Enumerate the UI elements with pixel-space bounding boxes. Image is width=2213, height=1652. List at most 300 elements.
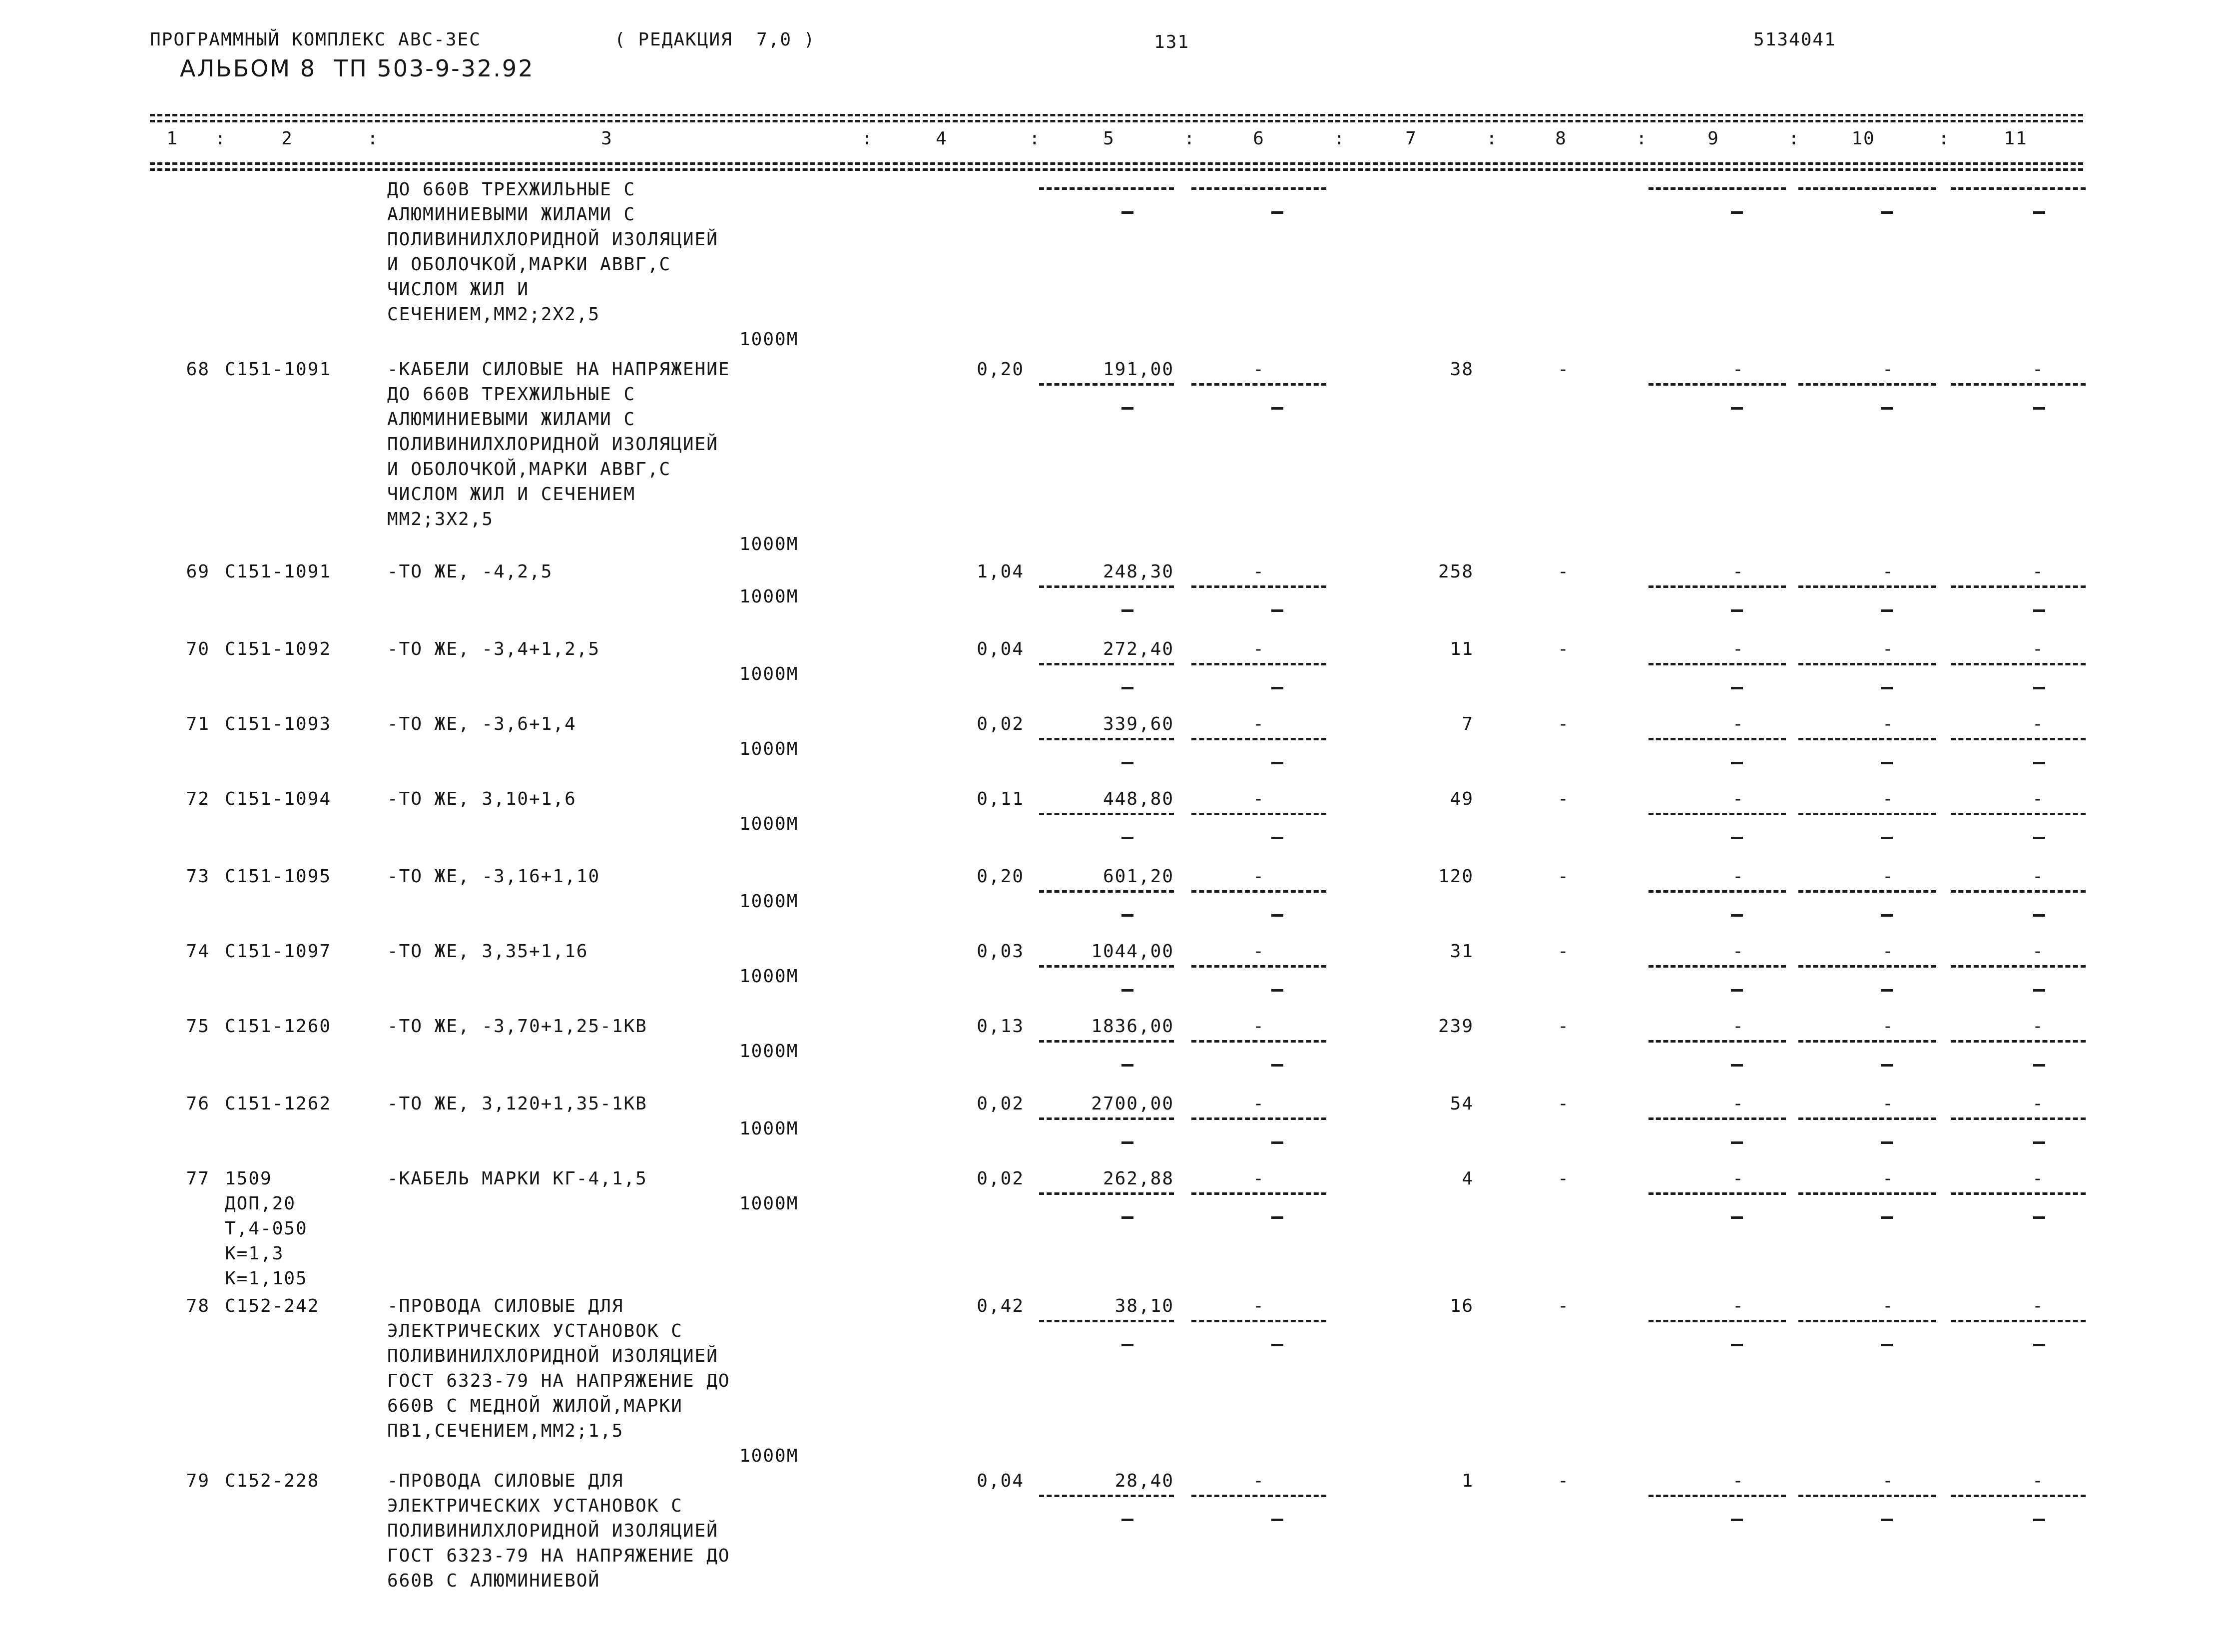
col9-value: - (1732, 789, 1744, 809)
empty-value-dash (2033, 1519, 2045, 1521)
empty-value-dash (1731, 1064, 1743, 1067)
row-code: 1509 ДОП,20 Т,4-050 К=1,3 К=1,105 (225, 1168, 308, 1289)
col4-value: 0,04 (977, 639, 1024, 659)
cell-divider (1191, 383, 1326, 386)
page-number: 131 (1154, 32, 1190, 52)
col6-value: - (1253, 1016, 1265, 1037)
cell-divider (1039, 585, 1174, 588)
album-label: АЛЬБОМ 8 ТП 503-9-32.92 (180, 55, 535, 82)
col10-value: - (1882, 1471, 1894, 1491)
row-description: -КАБЕЛЬ МАРКИ КГ-4,1,5 (387, 1168, 647, 1189)
row-description: -КАБЕЛИ СИЛОВЫЕ НА НАПРЯЖЕНИЕ ДО 660В ТРЕХЖИЛЬНЫЕ С АЛЮМИНИЕВЫМИ ЖИЛАМИ С ПОЛИВИНИЛХЛОРИДНОЙ ИЗОЛЯЦИЕЙ И ОБОЛОЧКОЙ,МАРКИ АВВГ,С ЧИСЛОМ ЖИЛ И СЕЧЕНИЕМ ММ2;3Х2,5 (387, 359, 730, 530)
row-code: С151-1260 (225, 1016, 332, 1037)
row-number: 75 (186, 1016, 210, 1037)
col5-value: 272,40 (1103, 639, 1174, 659)
row-description: -ПРОВОДА СИЛОВЫЕ ДЛЯ ЭЛЕКТРИЧЕСКИХ УСТАНОВОК С ПОЛИВИНИЛХЛОРИДНОЙ ИЗОЛЯЦИЕЙ ГОСТ 6323-79 НА НАПРЯЖЕНИЕ ДО 660В С МЕДНОЙ ЖИЛОЙ,МАРКИ ПВ1,СЕЧЕНИЕМ,ММ2;1,5 (387, 1296, 730, 1441)
cell-divider (1191, 738, 1326, 740)
col5-value: 448,80 (1103, 789, 1174, 809)
col6-value: - (1253, 1094, 1265, 1114)
cell-divider (1649, 1192, 1786, 1195)
col8-value: - (1558, 1094, 1570, 1114)
empty-value-dash (1121, 407, 1133, 410)
row-description: -ПРОВОДА СИЛОВЫЕ ДЛЯ ЭЛЕКТРИЧЕСКИХ УСТАНОВОК С ПОЛИВИНИЛХЛОРИДНОЙ ИЗОЛЯЦИЕЙ ГОСТ 6323-79 НА НАПРЯЖЕНИЕ ДО 660В С АЛЮМИНИЕВОЙ (387, 1471, 730, 1591)
cell-divider (1039, 890, 1174, 893)
col11-value: - (2032, 1168, 2044, 1189)
row-number: 78 (186, 1296, 210, 1316)
col4-value: 0,42 (977, 1296, 1024, 1316)
col6-value: - (1253, 561, 1265, 582)
row-description: -ТО ЖЕ, -4,2,5 (387, 561, 553, 582)
cell-divider (1649, 1040, 1786, 1043)
col7-value: 1 (1462, 1471, 1474, 1491)
cell-divider (1039, 1495, 1174, 1497)
col8-value: - (1558, 789, 1570, 809)
col5-value: 28,40 (1114, 1471, 1174, 1491)
row-unit: 1000М (739, 966, 799, 987)
cell-divider (1798, 1117, 1936, 1120)
empty-value-dash (1731, 1519, 1743, 1521)
col10-value: - (1882, 714, 1894, 734)
col8-value: - (1558, 639, 1570, 659)
empty-value-dash (1121, 1064, 1133, 1067)
col11-value: - (2032, 789, 2044, 809)
col7-value: 49 (1450, 789, 1474, 809)
cell-divider (1039, 187, 1174, 190)
column-number-4: 4 (936, 128, 948, 149)
empty-value-dash (1881, 1141, 1893, 1144)
empty-value-dash (1271, 1344, 1283, 1346)
empty-value-dash (1271, 1216, 1283, 1219)
cell-divider (1951, 1495, 2086, 1497)
col5-value: 38,10 (1114, 1296, 1174, 1316)
cell-divider (1649, 1117, 1786, 1120)
row-description: -ТО ЖЕ, 3,120+1,35-1КВ (387, 1094, 647, 1114)
column-separator: : (1029, 128, 1041, 149)
col5-value: 1836,00 (1091, 1016, 1174, 1037)
cell-divider (1951, 1192, 2086, 1195)
col5-value: 1044,00 (1091, 941, 1174, 962)
empty-value-dash (1881, 407, 1893, 410)
empty-value-dash (1121, 762, 1133, 764)
col4-value: 0,04 (977, 1471, 1024, 1491)
top-rule (150, 114, 2083, 116)
empty-value-dash (1121, 1216, 1133, 1219)
col10-value: - (1882, 1094, 1894, 1114)
col4-value: 0,02 (977, 714, 1024, 734)
row-unit: 1000М (739, 739, 799, 759)
col6-value: - (1253, 359, 1265, 380)
cell-divider (1798, 890, 1936, 893)
cell-divider (1191, 813, 1326, 815)
empty-value-dash (2033, 1141, 2045, 1144)
col9-value: - (1732, 941, 1744, 962)
col11-value: - (2032, 1016, 2044, 1037)
row-code: С151-1091 (225, 561, 332, 582)
empty-value-dash (1881, 211, 1893, 214)
empty-value-dash (1881, 1519, 1893, 1521)
cell-divider (1798, 1320, 1936, 1322)
row-number: 79 (186, 1471, 210, 1491)
cell-divider (1039, 1117, 1174, 1120)
col6-value: - (1253, 1168, 1265, 1189)
col11-value: - (2032, 1471, 2044, 1491)
column-number-1: 1 (166, 128, 178, 149)
cell-divider (1191, 1117, 1326, 1120)
empty-value-dash (2033, 762, 2045, 764)
empty-value-dash (2033, 407, 2045, 410)
column-separator: : (862, 128, 874, 149)
column-number-9: 9 (1707, 128, 1719, 149)
col5-value: 601,20 (1103, 866, 1174, 887)
col7-value: 38 (1450, 359, 1474, 380)
col8-value: - (1558, 359, 1570, 380)
cell-divider (1191, 965, 1326, 968)
header-bottom-rule (150, 162, 2083, 165)
cell-divider (1798, 1192, 1936, 1195)
row-number: 70 (186, 639, 210, 659)
row-code: С152-242 (225, 1296, 320, 1316)
col7-value: 4 (1462, 1168, 1474, 1189)
column-number-11: 11 (2004, 128, 2028, 149)
col6-value: - (1253, 714, 1265, 734)
col7-value: 7 (1462, 714, 1474, 734)
col10-value: - (1882, 789, 1894, 809)
col8-value: - (1558, 1016, 1570, 1037)
row-number: 77 (186, 1168, 210, 1189)
empty-value-dash (1881, 1216, 1893, 1219)
col4-value: 1,04 (977, 561, 1024, 582)
col4-value: 0,11 (977, 789, 1024, 809)
cell-divider (1798, 738, 1936, 740)
row-description: -ТО ЖЕ, -3,70+1,25-1КВ (387, 1016, 647, 1037)
row-unit: 1000М (739, 1118, 799, 1139)
cell-divider (1951, 813, 2086, 815)
col7-value: 11 (1450, 639, 1474, 659)
row-number: 73 (186, 866, 210, 887)
row-code: С151-1094 (225, 789, 332, 809)
cell-divider (1191, 663, 1326, 665)
row-description: -ТО ЖЕ, -3,6+1,4 (387, 714, 576, 734)
cell-divider (1649, 890, 1786, 893)
col7-value: 258 (1438, 561, 1474, 582)
cell-divider (1191, 890, 1326, 893)
empty-value-dash (2033, 914, 2045, 917)
empty-value-dash (1731, 687, 1743, 689)
col11-value: - (2032, 714, 2044, 734)
row-code: С151-1262 (225, 1094, 332, 1114)
cell-divider (1798, 663, 1936, 665)
row-unit: 1000М (739, 1041, 799, 1062)
cell-divider (1649, 965, 1786, 968)
col9-value: - (1732, 639, 1744, 659)
col10-value: - (1882, 1016, 1894, 1037)
col5-value: 339,60 (1103, 714, 1174, 734)
empty-value-dash (1881, 914, 1893, 917)
empty-value-dash (1271, 762, 1283, 764)
cell-divider (1649, 813, 1786, 815)
col6-value: - (1253, 866, 1265, 887)
empty-value-dash (2033, 1216, 2045, 1219)
column-separator: : (1486, 128, 1498, 149)
empty-value-dash (1731, 211, 1743, 214)
column-number-2: 2 (281, 128, 293, 149)
row-unit: 1000М (739, 586, 799, 607)
col9-value: - (1732, 714, 1744, 734)
row-number: 74 (186, 941, 210, 962)
empty-value-dash (1121, 211, 1133, 214)
cell-divider (1951, 1040, 2086, 1043)
col6-value: - (1253, 639, 1265, 659)
empty-value-dash (1881, 762, 1893, 764)
column-separator: : (1636, 128, 1648, 149)
col8-value: - (1558, 941, 1570, 962)
row-description: -ТО ЖЕ, 3,10+1,6 (387, 789, 576, 809)
row-number: 68 (186, 359, 210, 380)
col11-value: - (2032, 359, 2044, 380)
col8-value: - (1558, 561, 1570, 582)
empty-value-dash (1271, 1064, 1283, 1067)
col4-value: 0,20 (977, 359, 1024, 380)
cell-divider (1951, 890, 2086, 893)
row-number: 69 (186, 561, 210, 582)
col11-value: - (2032, 941, 2044, 962)
empty-value-dash (1881, 837, 1893, 839)
empty-value-dash (1121, 687, 1133, 689)
row-code: С151-1097 (225, 941, 332, 962)
column-number-8: 8 (1555, 128, 1567, 149)
col7-value: 16 (1450, 1296, 1474, 1316)
col8-value: - (1558, 714, 1570, 734)
empty-value-dash (1121, 1519, 1133, 1521)
column-separator: : (1938, 128, 1950, 149)
col5-value: 191,00 (1103, 359, 1174, 380)
cell-divider (1039, 663, 1174, 665)
col8-value: - (1558, 1471, 1570, 1491)
col6-value: - (1253, 1471, 1265, 1491)
cell-divider (1951, 663, 2086, 665)
row-code: С151-1095 (225, 866, 332, 887)
cell-divider (1951, 383, 2086, 386)
empty-value-dash (1881, 1344, 1893, 1346)
col5-value: 248,30 (1103, 561, 1174, 582)
empty-value-dash (2033, 609, 2045, 612)
col9-value: - (1732, 1094, 1744, 1114)
col8-value: - (1558, 1296, 1570, 1316)
col7-value: 239 (1438, 1016, 1474, 1037)
document-number: 5134041 (1753, 29, 1836, 50)
empty-value-dash (1121, 837, 1133, 839)
col4-value: 0,03 (977, 941, 1024, 962)
cell-divider (1039, 965, 1174, 968)
empty-value-dash (1121, 609, 1133, 612)
row-unit: 1000М (739, 329, 799, 350)
col10-value: - (1882, 866, 1894, 887)
cell-divider (1191, 1192, 1326, 1195)
col10-value: - (1882, 561, 1894, 582)
col4-value: 0,20 (977, 866, 1024, 887)
row-unit: 1000М (739, 891, 799, 912)
cell-divider (1039, 1040, 1174, 1043)
column-separator: : (1788, 128, 1800, 149)
row-unit: 1000М (739, 534, 799, 554)
row-description: -ТО ЖЕ, -3,4+1,2,5 (387, 639, 600, 659)
col7-value: 31 (1450, 941, 1474, 962)
empty-value-dash (1731, 1216, 1743, 1219)
empty-value-dash (1121, 1344, 1133, 1346)
col8-value: - (1558, 1168, 1570, 1189)
col10-value: - (1882, 359, 1894, 380)
col4-value: 0,13 (977, 1016, 1024, 1037)
cell-divider (1951, 1117, 2086, 1120)
cell-divider (1039, 1192, 1174, 1195)
cell-divider (1039, 738, 1174, 740)
cell-divider (1039, 813, 1174, 815)
col6-value: - (1253, 1296, 1265, 1316)
col5-value: 262,88 (1103, 1168, 1174, 1189)
col4-value: 0,02 (977, 1168, 1024, 1189)
empty-value-dash (2033, 989, 2045, 992)
cell-divider (1798, 965, 1936, 968)
col5-value: 2700,00 (1091, 1094, 1174, 1114)
row-description: ДО 660В ТРЕХЖИЛЬНЫЕ С АЛЮМИНИЕВЫМИ ЖИЛАМИ С ПОЛИВИНИЛХЛОРИДНОЙ ИЗОЛЯЦИЕЙ И ОБОЛОЧКОЙ,МАРКИ АВВГ,С ЧИСЛОМ ЖИЛ И СЕЧЕНИЕМ,ММ2;2Х2,5 (387, 179, 718, 325)
cell-divider (1191, 585, 1326, 588)
empty-value-dash (1881, 687, 1893, 689)
header-bottom-rule-second (150, 168, 2083, 171)
cell-divider (1951, 965, 2086, 968)
empty-value-dash (2033, 837, 2045, 839)
cell-divider (1951, 187, 2086, 190)
program-title: ПРОГРАММНЫЙ КОМПЛЕКС АВС-3ЕС (150, 29, 481, 50)
edition-label: ( РЕДАКЦИЯ 7,0 ) (614, 29, 816, 50)
cell-divider (1951, 1320, 2086, 1322)
empty-value-dash (1731, 762, 1743, 764)
column-number-3: 3 (601, 128, 613, 149)
row-unit: 1000М (739, 814, 799, 834)
empty-value-dash (1271, 1141, 1283, 1144)
empty-value-dash (1271, 609, 1283, 612)
col9-value: - (1732, 1471, 1744, 1491)
cell-divider (1798, 383, 1936, 386)
cell-divider (1191, 1320, 1326, 1322)
row-number: 71 (186, 714, 210, 734)
col9-value: - (1732, 1296, 1744, 1316)
col7-value: 120 (1438, 866, 1474, 887)
empty-value-dash (1271, 1519, 1283, 1521)
row-description: -ТО ЖЕ, -3,16+1,10 (387, 866, 600, 887)
empty-value-dash (1121, 989, 1133, 992)
col11-value: - (2032, 866, 2044, 887)
col6-value: - (1253, 789, 1265, 809)
col10-value: - (1882, 1168, 1894, 1189)
empty-value-dash (1271, 687, 1283, 689)
cell-divider (1649, 663, 1786, 665)
col7-value: 54 (1450, 1094, 1474, 1114)
empty-value-dash (1731, 407, 1743, 410)
cell-divider (1798, 187, 1936, 190)
col11-value: - (2032, 639, 2044, 659)
empty-value-dash (1731, 837, 1743, 839)
row-code: С151-1091 (225, 359, 332, 380)
row-code: С152-228 (225, 1471, 320, 1491)
empty-value-dash (2033, 1344, 2045, 1346)
cell-divider (1039, 1320, 1174, 1322)
cell-divider (1191, 1040, 1326, 1043)
cell-divider (1649, 1320, 1786, 1322)
col11-value: - (2032, 1296, 2044, 1316)
col6-value: - (1253, 941, 1265, 962)
cell-divider (1649, 187, 1786, 190)
empty-value-dash (1731, 914, 1743, 917)
empty-value-dash (1881, 1064, 1893, 1067)
cell-divider (1649, 1495, 1786, 1497)
column-separator: : (1184, 128, 1196, 149)
empty-value-dash (1271, 407, 1283, 410)
cell-divider (1649, 383, 1786, 386)
col10-value: - (1882, 639, 1894, 659)
empty-value-dash (2033, 687, 2045, 689)
empty-value-dash (1271, 837, 1283, 839)
row-description: -ТО ЖЕ, 3,35+1,16 (387, 941, 588, 962)
cell-divider (1039, 383, 1174, 386)
empty-value-dash (1731, 1141, 1743, 1144)
cell-divider (1798, 813, 1936, 815)
column-number-6: 6 (1253, 128, 1265, 149)
empty-value-dash (2033, 1064, 2045, 1067)
column-number-5: 5 (1103, 128, 1115, 149)
row-unit: 1000М (739, 1193, 799, 1214)
cell-divider (1649, 738, 1786, 740)
row-code: С151-1093 (225, 714, 332, 734)
row-number: 72 (186, 789, 210, 809)
cell-divider (1798, 1495, 1936, 1497)
empty-value-dash (1881, 989, 1893, 992)
row-unit: 1000М (739, 664, 799, 684)
column-number-7: 7 (1405, 128, 1417, 149)
col9-value: - (1732, 359, 1744, 380)
empty-value-dash (1271, 211, 1283, 214)
row-number: 76 (186, 1094, 210, 1114)
empty-value-dash (1731, 609, 1743, 612)
empty-value-dash (1121, 1141, 1133, 1144)
top-rule-second (150, 120, 2083, 122)
column-separator: : (367, 128, 379, 149)
empty-value-dash (1271, 989, 1283, 992)
column-number-10: 10 (1851, 128, 1875, 149)
cell-divider (1649, 585, 1786, 588)
col9-value: - (1732, 866, 1744, 887)
col8-value: - (1558, 866, 1570, 887)
cell-divider (1951, 738, 2086, 740)
col11-value: - (2032, 1094, 2044, 1114)
column-separator: : (1334, 128, 1346, 149)
col11-value: - (2032, 561, 2044, 582)
col9-value: - (1732, 561, 1744, 582)
empty-value-dash (1121, 914, 1133, 917)
cell-divider (1798, 585, 1936, 588)
col10-value: - (1882, 941, 1894, 962)
col9-value: - (1732, 1016, 1744, 1037)
col4-value: 0,02 (977, 1094, 1024, 1114)
cell-divider (1798, 1040, 1936, 1043)
cell-divider (1191, 1495, 1326, 1497)
empty-value-dash (1271, 914, 1283, 917)
cell-divider (1951, 585, 2086, 588)
column-separator: : (215, 128, 227, 149)
empty-value-dash (1731, 989, 1743, 992)
col9-value: - (1732, 1168, 1744, 1189)
col10-value: - (1882, 1296, 1894, 1316)
row-code: С151-1092 (225, 639, 332, 659)
